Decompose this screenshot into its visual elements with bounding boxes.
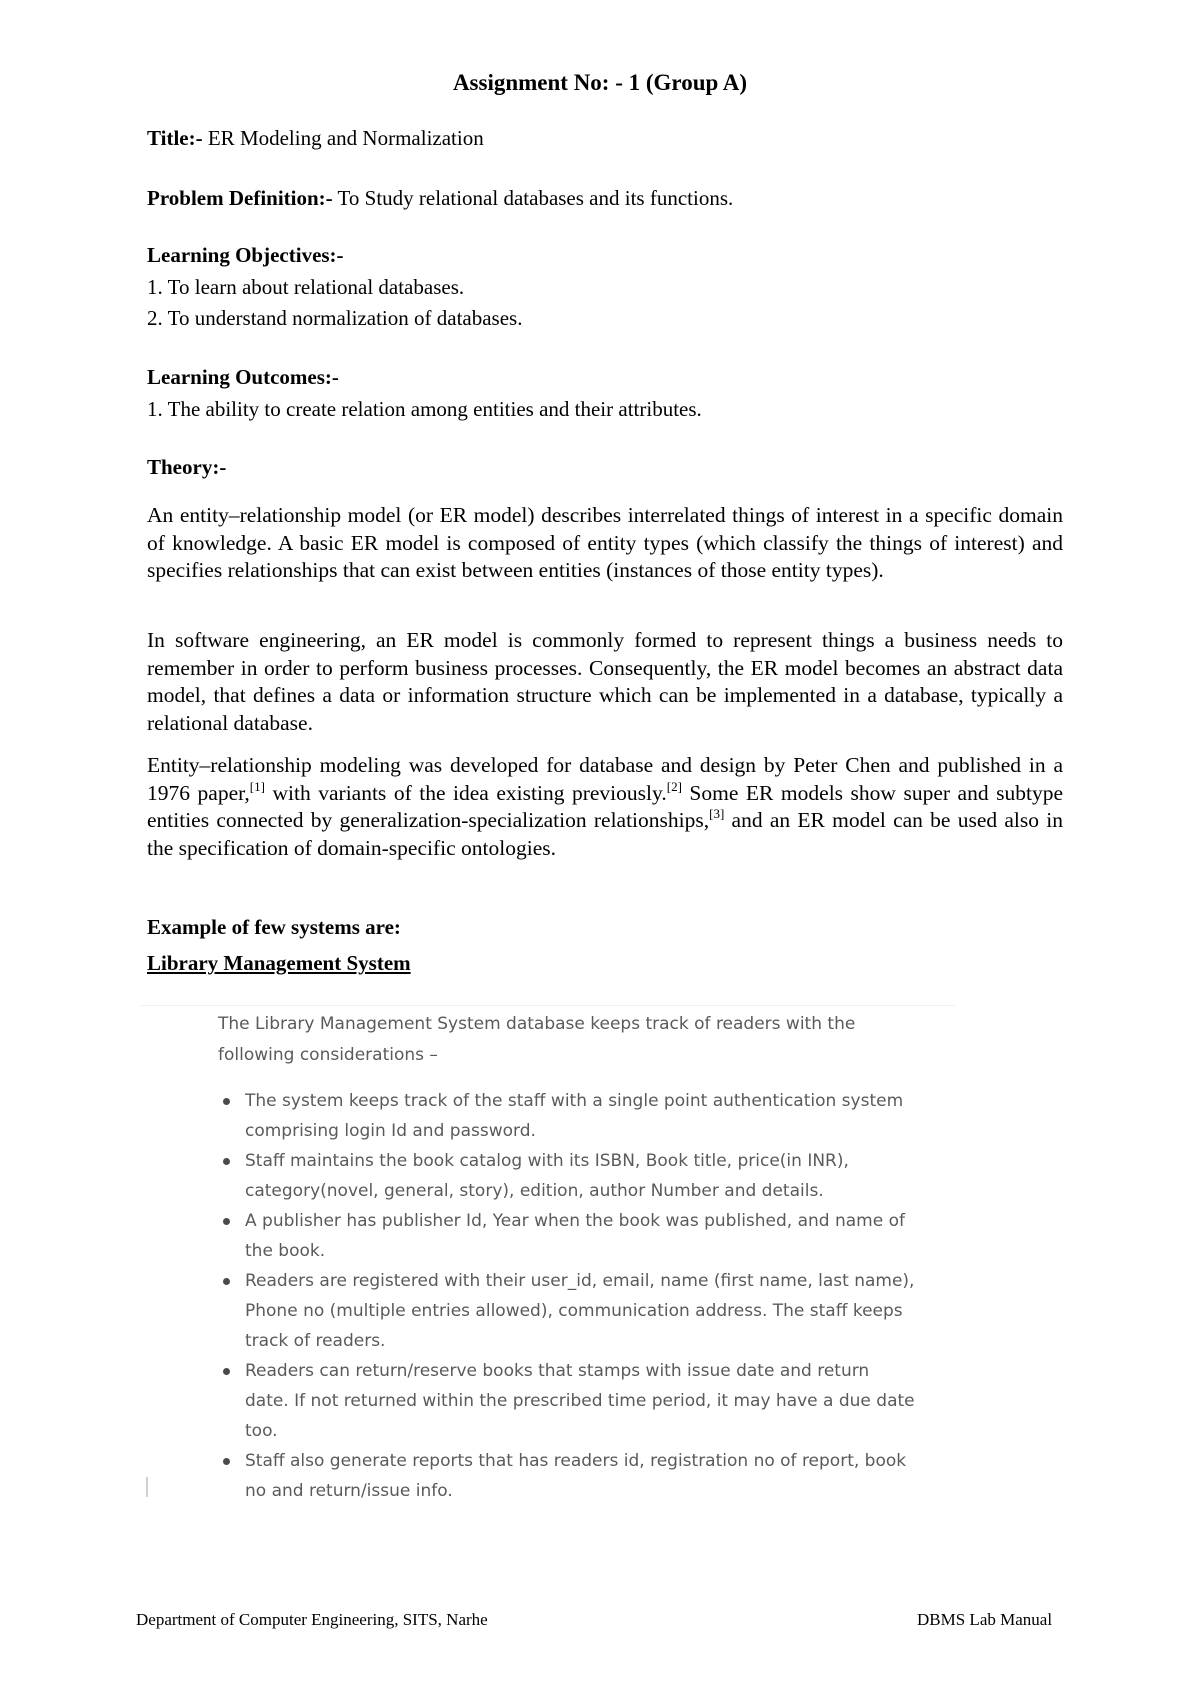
cursor-mark [146, 1477, 148, 1497]
theory-label: Theory:- [147, 455, 227, 479]
list-item-text: Readers can return/reserve books that stamps with issue date and return date. If not returned within the prescribed time period, it may have a due date too. [245, 1361, 915, 1441]
title-line [147, 126, 484, 151]
list-item [218, 1356, 918, 1446]
objective-item: 2. To understand normalization of databases. [147, 306, 523, 330]
learning-objectives-label: Learning Objectives:- [147, 243, 344, 267]
assignment-heading: Assignment No: - 1 (Group A) [452, 70, 748, 95]
list-item [218, 1146, 918, 1206]
problem-definition-label: Problem Definition:- [147, 186, 333, 210]
list-item [218, 1206, 918, 1266]
library-requirements-panel [140, 1005, 955, 1501]
examples-label: Example of few systems are: [147, 915, 401, 939]
library-requirements-list [218, 1086, 918, 1506]
footer-manual-name: DBMS Lab Manual [917, 1610, 1053, 1629]
library-system-title: Library Management System [147, 951, 411, 975]
bullet-icon [223, 1158, 230, 1165]
library-intro: The Library Management System database keeps track of readers with the following considerations – [218, 1014, 856, 1065]
problem-definition-value: To Study relational databases and its functions. [337, 186, 734, 210]
list-item [218, 1446, 918, 1506]
reference-link[interactable]: [3] [709, 806, 725, 821]
theory-paragraph-3-text: Some ER models show super and subtype entities connected by generalization-specialization relationships, [147, 780, 1064, 832]
list-item-text: Staff maintains the book catalog with its ISBN, Book title, price(in INR), category(novel, general, story), edition, author Number and details. [245, 1151, 849, 1201]
footer-department: Department of Computer Engineering, SITS, Narhe [136, 1610, 488, 1629]
list-item [218, 1086, 918, 1146]
bullet-icon [223, 1278, 230, 1285]
bullet-icon [223, 1458, 230, 1465]
problem-definition-line [147, 186, 733, 211]
outcome-item: 1. The ability to create relation among entities and their attributes. [147, 397, 702, 421]
objective-item: 1. To learn about relational databases. [147, 275, 465, 299]
reference-link[interactable]: [1] [249, 778, 265, 794]
list-item-text: The system keeps track of the staff with a single point authentication system comprising login Id and password. [245, 1091, 904, 1141]
list-item-text: Staff also generate reports that has readers id, registration no of report, book no and return/issue info. [245, 1451, 907, 1501]
list-item-text: Readers are registered with their user_id, email, name (first name, last name), Phone no (multiple entries allowed), communication address. The staff keeps track of readers. [245, 1271, 915, 1351]
list-item-text: A publisher has publisher Id, Year when the book was published, and name of the book. [245, 1211, 905, 1261]
theory-paragraph-3-text: Entity–relationship modeling was developed for database and design by Peter Chen and published in a 1976 paper, [147, 753, 1063, 805]
theory-paragraph-1: An entity–relationship model (or ER model) describes interrelated things of interest in a specific domain of knowledge. A basic ER model is composed of entity types (which classify the things of interest) and specifies relationships that can exist between entities (instances of those entity types). [147, 503, 1063, 582]
learning-outcomes-label: Learning Outcomes:- [147, 365, 339, 389]
reference-link[interactable]: [2] [666, 778, 682, 794]
theory-paragraph-2: In software engineering, an ER model is commonly formed to represent things a business needs to remember in order to perform business processes. Consequently, the ER model becomes an abstract data model, that defines a data or information structure which can be implemented in a database, typically a relational database. [147, 628, 1063, 735]
theory-paragraph-3 [147, 752, 1063, 862]
theory-paragraph-3-text: with variants of the idea existing previously. [264, 780, 667, 805]
title-value: ER Modeling and Normalization [207, 126, 484, 150]
bullet-icon [223, 1218, 230, 1225]
title-label: Title:- [147, 126, 203, 150]
bullet-icon [223, 1098, 230, 1105]
bullet-icon [223, 1368, 230, 1375]
list-item [218, 1266, 918, 1356]
theory-paragraph-3-text: and an ER model can be used also in the specification of domain-specific ontologies. [147, 808, 1063, 860]
